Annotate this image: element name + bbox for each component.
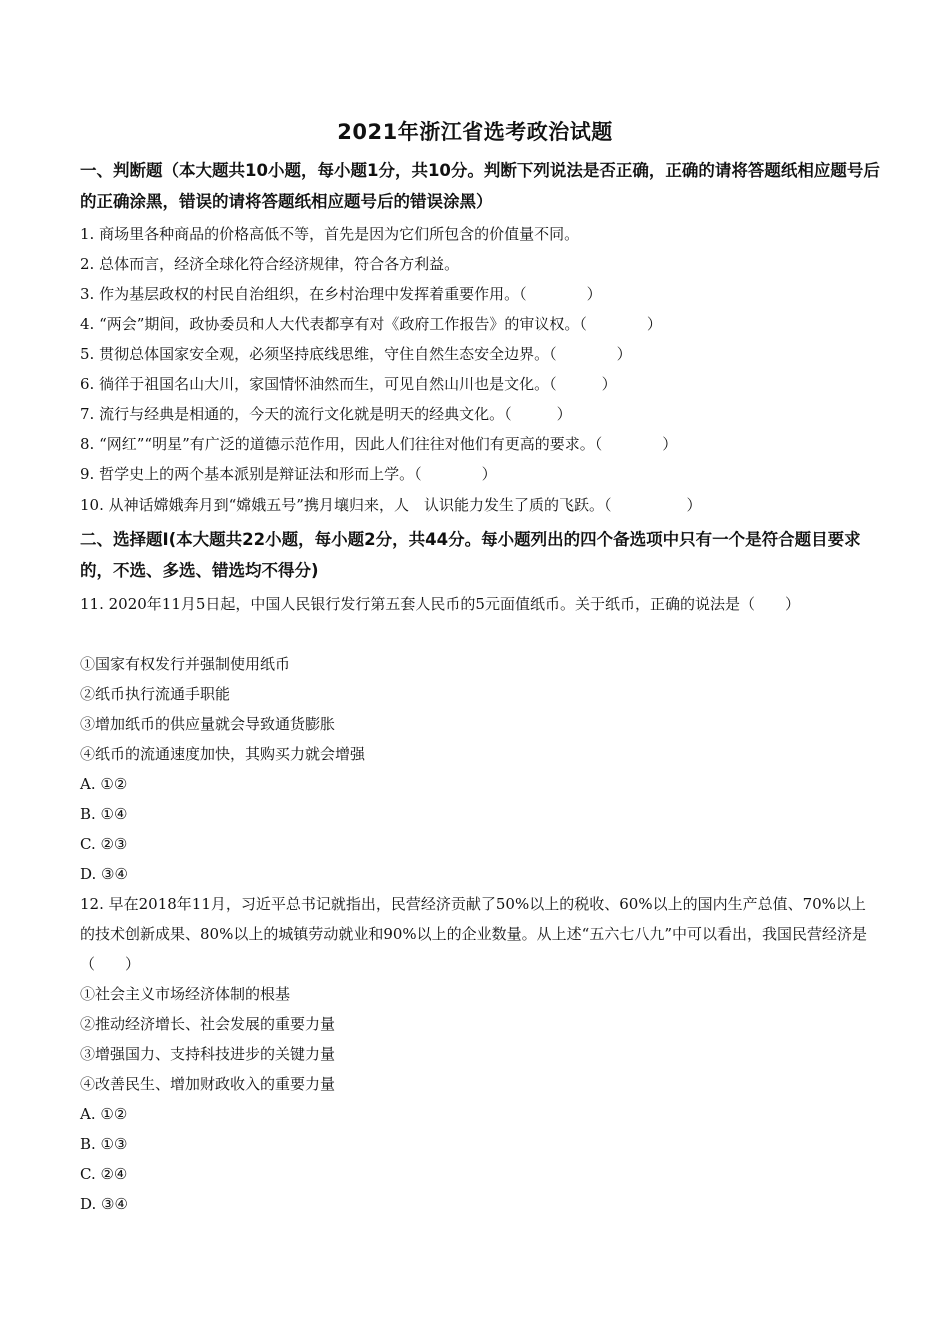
- q12-statement-2: ②推动经济增长、社会发展的重要力量: [80, 1015, 336, 1033]
- q12-option-c: C. ②④: [80, 1165, 128, 1183]
- q11-statement-4: ④纸币的流通速度加快，其购买力就会增强: [80, 745, 366, 763]
- q11-option-a: A. ①②: [80, 775, 128, 793]
- q12-option-a: A. ①②: [80, 1105, 128, 1123]
- q11-statement-3: ③增加纸币的供应量就会导致通货膨胀: [80, 715, 336, 733]
- q11-statement-2: ②纸币执行流通手职能: [80, 685, 231, 703]
- q12-statement-4: ④改善民生、增加财政收入的重要力量: [80, 1075, 336, 1093]
- question-12-stem: 12. 早在2018年11月，习近平总书记就指出，民营经济贡献了50%以上的税收、60%以上的国内生产总值、70%以上的技术创新成果、80%以上的城镇劳动就业和90%以上的企业数量。从上述“五六七八九”中可以看出，我国民营经济是（ ）: [80, 895, 868, 973]
- q11-statement-1: ①国家有权发行并强制使用纸币: [80, 655, 291, 673]
- section1-heading: 一、判断题（本大题共10小题，每小题1分，共10分。判断下列说法是否正确，正确的请将答题纸相应题号后的正确涂黑，错误的请将答题纸相应题号后的错误涂黑）: [80, 161, 880, 211]
- judgment-item-1: 1. 商场里各种商品的价格高低不等，首先是因为它们所包含的价值量不同。: [80, 225, 580, 243]
- question-11-stem: 11. 2020年11月5日起，中国人民银行发行第五套人民币的5元面值纸币。关于纸币，正确的说法是（ ）: [80, 595, 800, 613]
- judgment-item-8: 8. “网红”“明星”有广泛的道德示范作用，因此人们往往对他们有更高的要求。（ ）: [80, 435, 678, 453]
- q12-option-d: D. ③④: [80, 1195, 128, 1213]
- judgment-item-2: 2. 总体而言，经济全球化符合经济规律，符合各方利益。: [80, 255, 460, 273]
- judgment-item-9: 9. 哲学史上的两个基本派别是辩证法和形而上学。（ ）: [80, 465, 497, 483]
- judgment-item-3: 3. 作为基层政权的村民自治组织，在乡村治理中发挥着重要作用。（ ）: [80, 285, 602, 303]
- judgment-item-6: 6. 徜徉于祖国名山大川，家国情怀油然而生，可见自然山川也是文化。（ ）: [80, 375, 617, 393]
- section2-heading: 二、选择题I(本大题共22小题，每小题2分，共44分。每小题列出的四个备选项中只有一个是符合题目要求的，不选、多选、错选均不得分): [80, 530, 861, 580]
- judgment-item-5: 5. 贯彻总体国家安全观，必须坚持底线思维，守住自然生态安全边界。（ ）: [80, 345, 632, 363]
- page-title: 2021年浙江省选考政治试题: [337, 120, 613, 144]
- q12-option-b: B. ①③: [80, 1135, 128, 1153]
- judgment-item-10: 10. 从神话嫦娥奔月到“嫦娥五号”携月壤归来，人 认识能力发生了质的飞跃。（ ）: [80, 496, 702, 514]
- q11-option-b: B. ①④: [80, 805, 128, 823]
- q12-statement-1: ①社会主义市场经济体制的根基: [80, 985, 291, 1003]
- q12-statement-3: ③增强国力、支持科技进步的关键力量: [80, 1045, 336, 1063]
- judgment-item-7: 7. 流行与经典是相通的，今天的流行文化就是明天的经典文化。（ ）: [80, 405, 572, 423]
- judgment-item-4: 4. “两会”期间，政协委员和人大代表都享有对《政府工作报告》的审议权。（ ）: [80, 315, 662, 333]
- q11-option-d: D. ③④: [80, 865, 128, 883]
- q11-option-c: C. ②③: [80, 835, 128, 853]
